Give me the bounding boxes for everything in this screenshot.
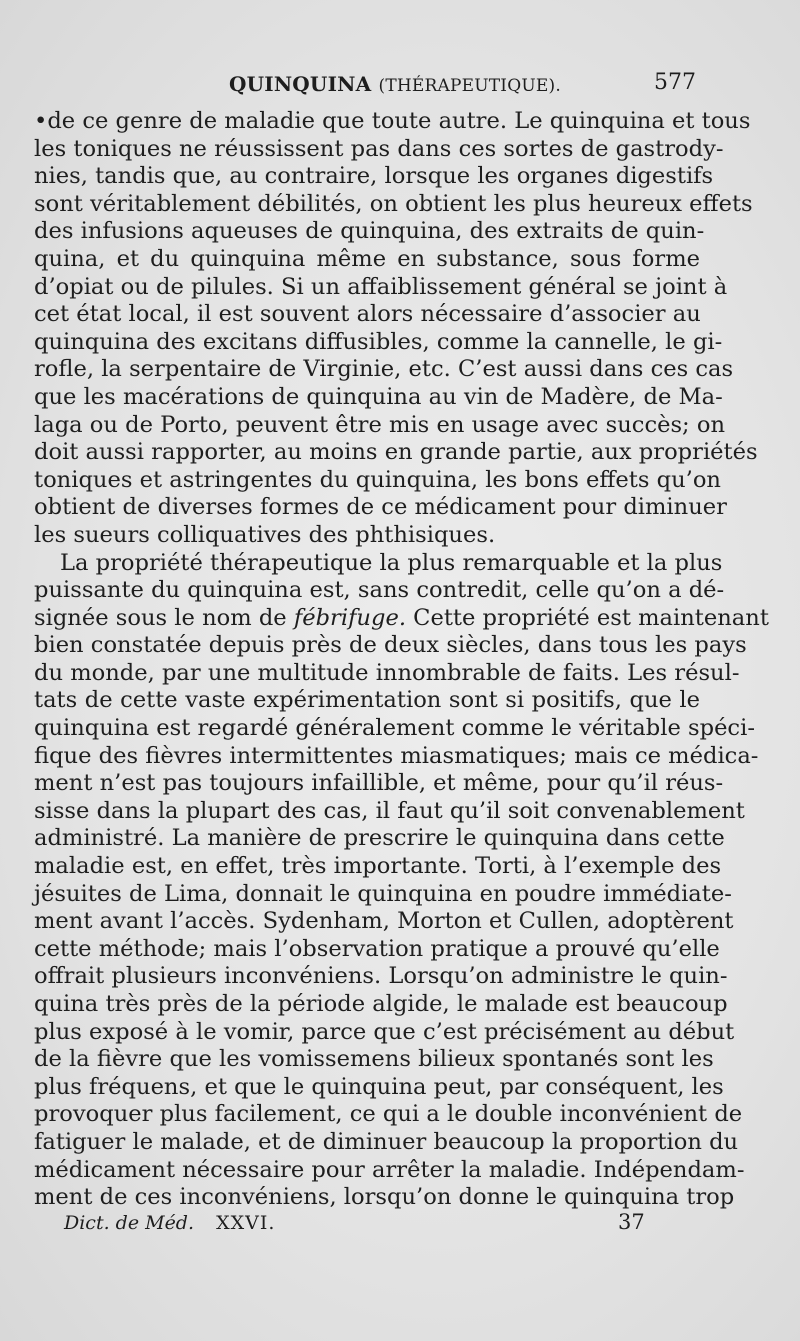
text-line: médicament nécessaire pour arrêter la maladie. Indépendam- [34, 1156, 745, 1183]
emphasized-term: fébrifuge. [293, 604, 406, 631]
text-line: ment n’est pas toujours infaillible, et même, pour qu’il réus- [34, 770, 724, 797]
text-fragment: signée sous le nom de [34, 604, 294, 631]
page-number: 577 [654, 70, 696, 95]
text-line: La propriété thérapeutique la plus remarquable et la plus [60, 549, 723, 576]
text-line: puissante du quinquina est, sans contredit, celle qu’on a dé- [34, 577, 725, 604]
text-line: quinquina est regardé généralement comme le véritable spéci- [34, 715, 755, 742]
text-line: les sueurs colliquatives des phthisiques. [34, 521, 496, 548]
text-line: d’opiat ou de pilules. Si un affaiblissement général se joint à [34, 273, 728, 300]
text-line: sisse dans la plupart des cas, il faut qu’il soit convenablement [34, 797, 745, 824]
text-line: administré. La manière de prescrire le quinquina dans cette [34, 825, 725, 852]
text-line: maladie est, en effet, très importante. Torti, à l’exemple des [34, 853, 722, 880]
text-line: plus fréquens, et que le quinquina peut, par conséquent, les [34, 1073, 724, 1100]
signature-title: Dict. de Méd. [64, 1212, 195, 1234]
text-line: des infusions aqueuses de quinquina, des extraits de quin- [34, 218, 705, 245]
text-line: obtient de diverses formes de ce médicament pour diminuer [34, 494, 727, 521]
body-text [34, 108, 769, 1212]
text-line: tats de cette vaste expérimentation sont si positifs, que le [34, 687, 700, 714]
text-line: cette méthode; mais l’observation pratique a prouvé qu’elle [34, 935, 720, 962]
text-line: fique des fièvres intermittentes miasmatiques; mais ce médica- [34, 742, 759, 769]
text-line: nies, tandis que, au contraire, lorsque les organes digestifs [34, 163, 714, 190]
text-line: doit aussi rapporter, au moins en grande partie, aux propriétés [34, 439, 758, 466]
text-line-with-emphasis [34, 604, 769, 633]
text-line: toniques et astringentes du quinquina, les bons effets qu’on [34, 466, 721, 493]
text-line: que les macérations de quinquina au vin de Madère, de Ma- [34, 383, 723, 410]
running-title-main: QUINQUINA [229, 72, 372, 96]
text-line: du monde, par une multitude innombrable de faits. Les résul- [34, 659, 740, 686]
text-line: offrait plusieurs inconvéniens. Lorsqu’on administre le quin- [34, 963, 728, 990]
text-line: cet état local, il est souvent alors nécessaire d’associer au [34, 301, 701, 328]
signature-line [34, 1210, 700, 1240]
text-fragment: Cette propriété est maintenant [406, 604, 769, 631]
running-head [34, 68, 700, 102]
text-line: plus exposé à le vomir, parce que c’est précisément au début [34, 1018, 735, 1045]
text-line: laga ou de Porto, peuvent être mis en usage avec succès; on [34, 411, 726, 438]
text-line: de la fièvre que les vomissemens bilieux spontanés sont les [34, 1046, 714, 1073]
text-line: ment avant l’accès. Sydenham, Morton et Cullen, adoptèrent [34, 908, 734, 935]
signature-mark [64, 1212, 275, 1234]
running-title-sub: (THÉRAPEUTIQUE). [378, 76, 561, 96]
text-line: sont véritablement débilités, on obtient les plus heureux effets [34, 190, 753, 217]
text-line: quina très près de la période algide, le malade est beaucoup [34, 991, 728, 1017]
text-line: rofle, la serpentaire de Virginie, etc. C’est aussi dans ces cas [34, 356, 734, 383]
text-line: quinquina des excitans diffusibles, comme la cannelle, le gi- [34, 328, 723, 355]
text-line: les toniques ne réussissent pas dans ces sortes de gastrody- [34, 135, 724, 162]
signature-number: 37 [618, 1210, 645, 1234]
text-line: fatiguer le malade, et de diminuer beaucoup la proportion du [34, 1128, 739, 1155]
text-line: provoquer plus facilement, ce qui a le double inconvénient de [34, 1101, 743, 1128]
text-line: •de ce genre de maladie que toute autre. Le quinquina et tous [34, 108, 751, 134]
text-line: jésuites de Lima, donnait le quinquina en poudre immédiate- [34, 880, 732, 907]
text-line: ment de ces inconvéniens, lorsqu’on donne le quinquina trop [34, 1184, 735, 1211]
signature-volume: XXVI. [216, 1212, 276, 1234]
running-title [229, 72, 561, 96]
text-line: bien constatée depuis près de deux siècles, dans tous les pays [34, 632, 747, 659]
text-line: quina, et du quinquina même en substance, sous forme [34, 245, 700, 272]
